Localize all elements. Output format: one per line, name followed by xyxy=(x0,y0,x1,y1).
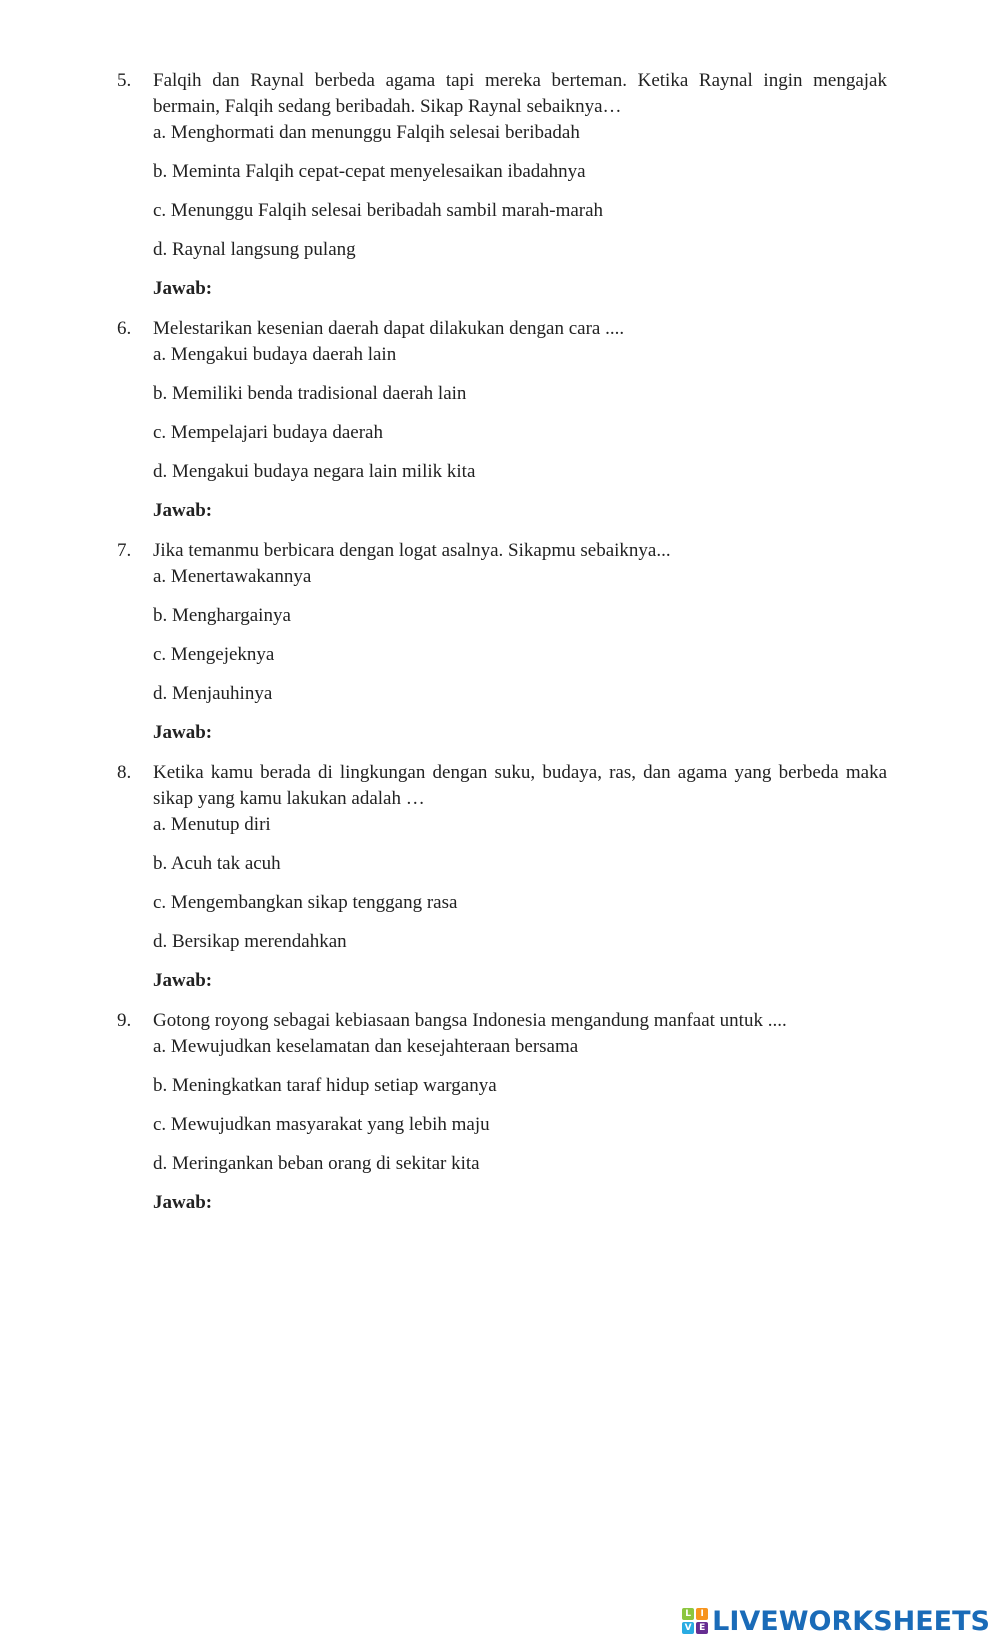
question-stem: Melestarikan kesenian daerah dapat dilakukan dengan cara .... xyxy=(153,318,625,339)
option-d[interactable]: d. Bersikap merendahkan xyxy=(153,931,347,952)
question-8 xyxy=(117,760,887,994)
option-b[interactable]: b. Menghargainya xyxy=(153,605,291,626)
option-b[interactable]: b. Memiliki benda tradisional daerah lain xyxy=(153,383,467,404)
option-a[interactable]: a. Mewujudkan keselamatan dan kesejahteraan bersama xyxy=(153,1036,579,1057)
option-b[interactable]: b. Acuh tak acuh xyxy=(153,853,281,874)
question-number: 8. xyxy=(117,762,132,783)
liveworksheets-mark-icon xyxy=(682,1608,708,1634)
option-a[interactable]: a. Mengakui budaya daerah lain xyxy=(153,344,397,365)
answer-label: Jawab: xyxy=(153,1192,213,1213)
question-7 xyxy=(117,538,887,746)
logo-mark-cell: E xyxy=(696,1622,708,1634)
option-c[interactable]: c. Menunggu Falqih selesai beribadah sambil marah-marah xyxy=(153,200,604,221)
question-number: 5. xyxy=(117,70,132,91)
option-d[interactable]: d. Menjauhinya xyxy=(153,683,273,704)
question-6 xyxy=(117,316,887,524)
option-c[interactable]: c. Mewujudkan masyarakat yang lebih maju xyxy=(153,1114,490,1135)
answer-label: Jawab: xyxy=(153,722,213,743)
answer-label: Jawab: xyxy=(153,500,213,521)
option-c[interactable]: c. Mengejeknya xyxy=(153,644,275,665)
logo-mark-cell: I xyxy=(696,1608,708,1620)
question-stem: Jika temanmu berbicara dengan logat asalnya. Sikapmu sebaiknya... xyxy=(153,540,671,561)
question-number: 7. xyxy=(117,540,132,561)
option-d[interactable]: d. Meringankan beban orang di sekitar kita xyxy=(153,1153,480,1174)
answer-label: Jawab: xyxy=(153,970,213,991)
liveworksheets-logo xyxy=(682,1605,990,1637)
question-number: 9. xyxy=(117,1010,132,1031)
logo-mark-cell: L xyxy=(682,1608,694,1620)
question-number: 6. xyxy=(117,318,132,339)
option-c[interactable]: c. Mengembangkan sikap tenggang rasa xyxy=(153,892,458,913)
option-d[interactable]: d. Mengakui budaya negara lain milik kita xyxy=(153,461,476,482)
option-a[interactable]: a. Menghormati dan menunggu Falqih selesai beribadah xyxy=(153,122,580,143)
question-stem: Ketika kamu berada di lingkungan dengan suku, budaya, ras, dan agama yang berbeda maka sikap yang kamu lakukan adalah … xyxy=(153,762,887,809)
option-c[interactable]: c. Mempelajari budaya daerah xyxy=(153,422,383,443)
option-b[interactable]: b. Meminta Falqih cepat-cepat menyelesaikan ibadahnya xyxy=(153,161,586,182)
question-9 xyxy=(117,1008,887,1216)
logo-mark-cell: V xyxy=(682,1622,694,1634)
question-5 xyxy=(117,68,887,302)
answer-label: Jawab: xyxy=(153,278,213,299)
option-b[interactable]: b. Meningkatkan taraf hidup setiap warganya xyxy=(153,1075,497,1096)
question-stem: Falqih dan Raynal berbeda agama tapi mereka berteman. Ketika Raynal ingin mengajak bermain, Falqih sedang beribadah. Sikap Raynal sebaiknya… xyxy=(153,70,887,117)
option-a[interactable]: a. Menutup diri xyxy=(153,814,271,835)
logo-wordmark: LIVEWORKSHEETS xyxy=(712,1605,990,1637)
option-a[interactable]: a. Menertawakannya xyxy=(153,566,312,587)
option-d[interactable]: d. Raynal langsung pulang xyxy=(153,239,356,260)
question-stem: Gotong royong sebagai kebiasaan bangsa Indonesia mengandung manfaat untuk .... xyxy=(153,1010,787,1031)
